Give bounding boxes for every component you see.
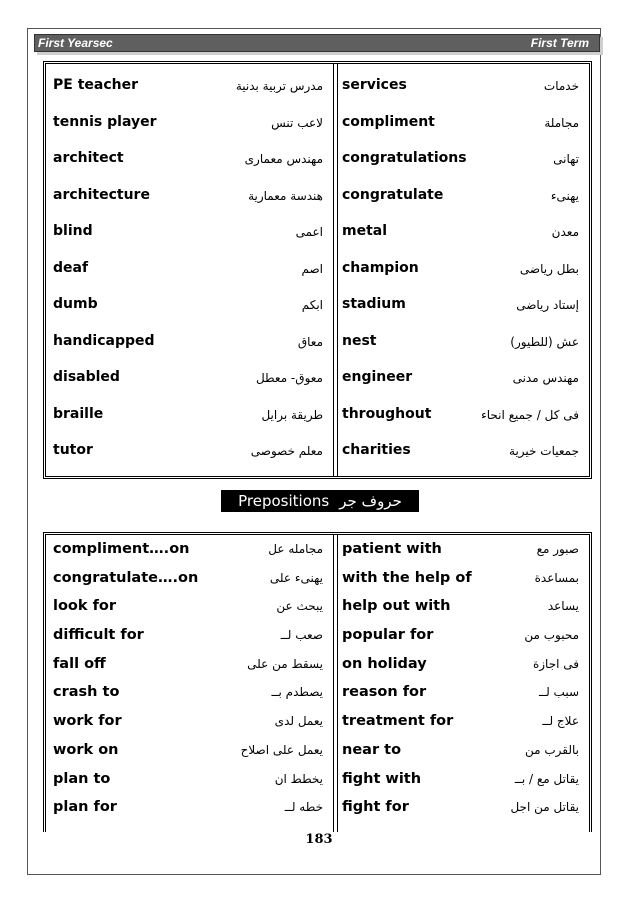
prepositions-rows bbox=[46, 538, 589, 825]
arabic-meaning-left: يعمل على اصلاح bbox=[240, 742, 323, 757]
arabic-meaning-left: صعب لــ bbox=[280, 628, 323, 643]
english-term-right: throughout bbox=[342, 405, 432, 422]
english-term-right: metal bbox=[342, 223, 388, 239]
arabic-meaning-right: بطل رياضى bbox=[519, 261, 579, 276]
english-term-right: on holiday bbox=[342, 655, 427, 672]
table-row bbox=[46, 398, 589, 435]
english-term-left: handicapped bbox=[53, 332, 155, 349]
english-term-left: compliment….on bbox=[53, 541, 190, 557]
english-term-left: work for bbox=[53, 713, 122, 730]
table-row bbox=[46, 142, 589, 179]
vocabulary-table bbox=[43, 61, 592, 479]
english-term-left: architecture bbox=[53, 186, 150, 203]
english-term-right: services bbox=[342, 77, 407, 93]
english-term-right: with the help of bbox=[342, 569, 472, 586]
english-term-left: fall off bbox=[53, 655, 106, 672]
arabic-meaning-right: معدن bbox=[551, 225, 579, 239]
arabic-meaning-left: يعمل لدى bbox=[274, 714, 323, 729]
table-row bbox=[46, 325, 589, 362]
arabic-meaning-right: إستاد رياضى bbox=[516, 298, 579, 312]
arabic-meaning-right: محبوب من bbox=[524, 628, 579, 643]
table-row bbox=[46, 567, 589, 596]
arabic-meaning-left: مجامله عل bbox=[268, 542, 323, 556]
english-term-right: congratulations bbox=[342, 150, 467, 166]
arabic-meaning-right: جمعيات خيرية bbox=[509, 444, 579, 458]
arabic-meaning-left: يسقط من على bbox=[247, 656, 323, 671]
english-term-right: charities bbox=[342, 442, 411, 458]
arabic-meaning-right: يقاتل مع / بــ bbox=[514, 771, 579, 786]
arabic-meaning-right: فى كل / جميع انحاء bbox=[481, 407, 579, 422]
english-term-right: near to bbox=[342, 741, 402, 758]
header-bar bbox=[34, 34, 600, 52]
table-row bbox=[46, 653, 589, 682]
arabic-meaning-left: ابكم bbox=[301, 298, 323, 312]
english-term-right: engineer bbox=[342, 369, 413, 385]
english-term-left: tutor bbox=[53, 442, 93, 458]
arabic-meaning-left: مدرس تربية بدنية bbox=[235, 79, 323, 93]
english-term-left: PE teacher bbox=[53, 77, 138, 93]
page-number: 183 bbox=[305, 832, 333, 847]
arabic-meaning-left: هندسة معمارية bbox=[248, 188, 323, 203]
arabic-meaning-left: يصطدم بــ bbox=[271, 685, 323, 700]
header-left-text: First Yearsec bbox=[38, 36, 113, 50]
arabic-meaning-left: يهنىء على bbox=[269, 570, 323, 585]
english-term-left: deaf bbox=[53, 259, 89, 276]
arabic-meaning-left: لاعب تنس bbox=[271, 115, 323, 130]
arabic-meaning-right: فى اجازة bbox=[532, 656, 579, 671]
arabic-meaning-right: صبور مع bbox=[536, 542, 579, 556]
table-row bbox=[46, 624, 589, 653]
arabic-meaning-right: تهانى bbox=[553, 152, 579, 166]
english-term-right: reason for bbox=[342, 684, 427, 701]
english-term-left: look for bbox=[53, 598, 117, 615]
english-term-right: fight with bbox=[342, 770, 422, 787]
english-term-right: patient with bbox=[342, 541, 442, 557]
arabic-meaning-right: بمساعدة bbox=[534, 570, 579, 585]
table-row bbox=[46, 361, 589, 398]
english-term-left: dumb bbox=[53, 296, 98, 312]
english-term-left: work on bbox=[53, 741, 119, 758]
table-row bbox=[46, 288, 589, 325]
arabic-meaning-left: معوق- معطل bbox=[255, 371, 323, 385]
table-row bbox=[46, 681, 589, 710]
arabic-meaning-left: يبحث عن bbox=[276, 599, 323, 614]
english-term-right: fight for bbox=[342, 799, 409, 816]
english-term-left: difficult for bbox=[53, 627, 144, 644]
table-row bbox=[46, 710, 589, 739]
table-row bbox=[46, 69, 589, 106]
arabic-meaning-right: يهنىء bbox=[550, 188, 579, 203]
english-term-right: champion bbox=[342, 259, 419, 276]
arabic-meaning-left: خطه لــ bbox=[284, 800, 323, 815]
table-row bbox=[46, 538, 589, 567]
arabic-meaning-left: معلم خصوصى bbox=[250, 444, 323, 458]
header-right-text: First Term bbox=[530, 36, 589, 50]
arabic-meaning-left: طريقة برايل bbox=[261, 407, 323, 422]
section-title bbox=[221, 490, 419, 512]
english-term-left: architect bbox=[53, 150, 124, 166]
arabic-meaning-right: بالقرب من bbox=[524, 742, 579, 757]
english-term-left: congratulate….on bbox=[53, 569, 199, 586]
table-row bbox=[46, 215, 589, 252]
arabic-meaning-left: يخطط ان bbox=[274, 771, 323, 786]
table-row bbox=[46, 595, 589, 624]
english-term-right: stadium bbox=[342, 296, 406, 312]
english-term-left: disabled bbox=[53, 369, 120, 385]
english-term-right: nest bbox=[342, 332, 377, 349]
english-term-left: blind bbox=[53, 223, 93, 239]
table-row bbox=[46, 252, 589, 289]
english-term-left: braille bbox=[53, 405, 104, 422]
english-term-left: plan to bbox=[53, 770, 111, 787]
table-row bbox=[46, 768, 589, 797]
arabic-meaning-left: مهندس معمارى bbox=[244, 152, 323, 166]
vocabulary-rows bbox=[46, 69, 589, 471]
prepositions-table bbox=[43, 532, 592, 832]
english-term-right: treatment for bbox=[342, 713, 454, 730]
arabic-meaning-right: علاج لــ bbox=[542, 714, 579, 729]
arabic-meaning-right: يساعد bbox=[547, 599, 579, 614]
arabic-meaning-right: عش (للطيور) bbox=[510, 334, 579, 349]
english-term-left: tennis player bbox=[53, 113, 157, 130]
table-row bbox=[46, 106, 589, 143]
english-term-right: compliment bbox=[342, 113, 435, 130]
english-term-right: help out with bbox=[342, 598, 451, 615]
section-title-arabic: حروف جر bbox=[339, 492, 402, 510]
english-term-left: crash to bbox=[53, 684, 120, 701]
arabic-meaning-left: معاق bbox=[297, 334, 323, 349]
arabic-meaning-right: مجاملة bbox=[544, 115, 579, 130]
arabic-meaning-left: اعمى bbox=[295, 225, 323, 239]
arabic-meaning-right: خدمات bbox=[543, 79, 579, 93]
arabic-meaning-right: سبب لــ bbox=[539, 685, 579, 700]
arabic-meaning-right: يقاتل من اجل bbox=[510, 800, 579, 815]
table-row bbox=[46, 434, 589, 471]
arabic-meaning-left: اصم bbox=[301, 261, 323, 276]
table-row bbox=[46, 796, 589, 825]
english-term-right: congratulate bbox=[342, 186, 444, 203]
english-term-right: popular for bbox=[342, 627, 434, 644]
section-title-english: Prepositions bbox=[238, 492, 330, 510]
arabic-meaning-right: مهندس مدنى bbox=[512, 371, 579, 385]
table-row bbox=[46, 179, 589, 216]
english-term-left: plan for bbox=[53, 799, 117, 816]
table-row bbox=[46, 739, 589, 768]
